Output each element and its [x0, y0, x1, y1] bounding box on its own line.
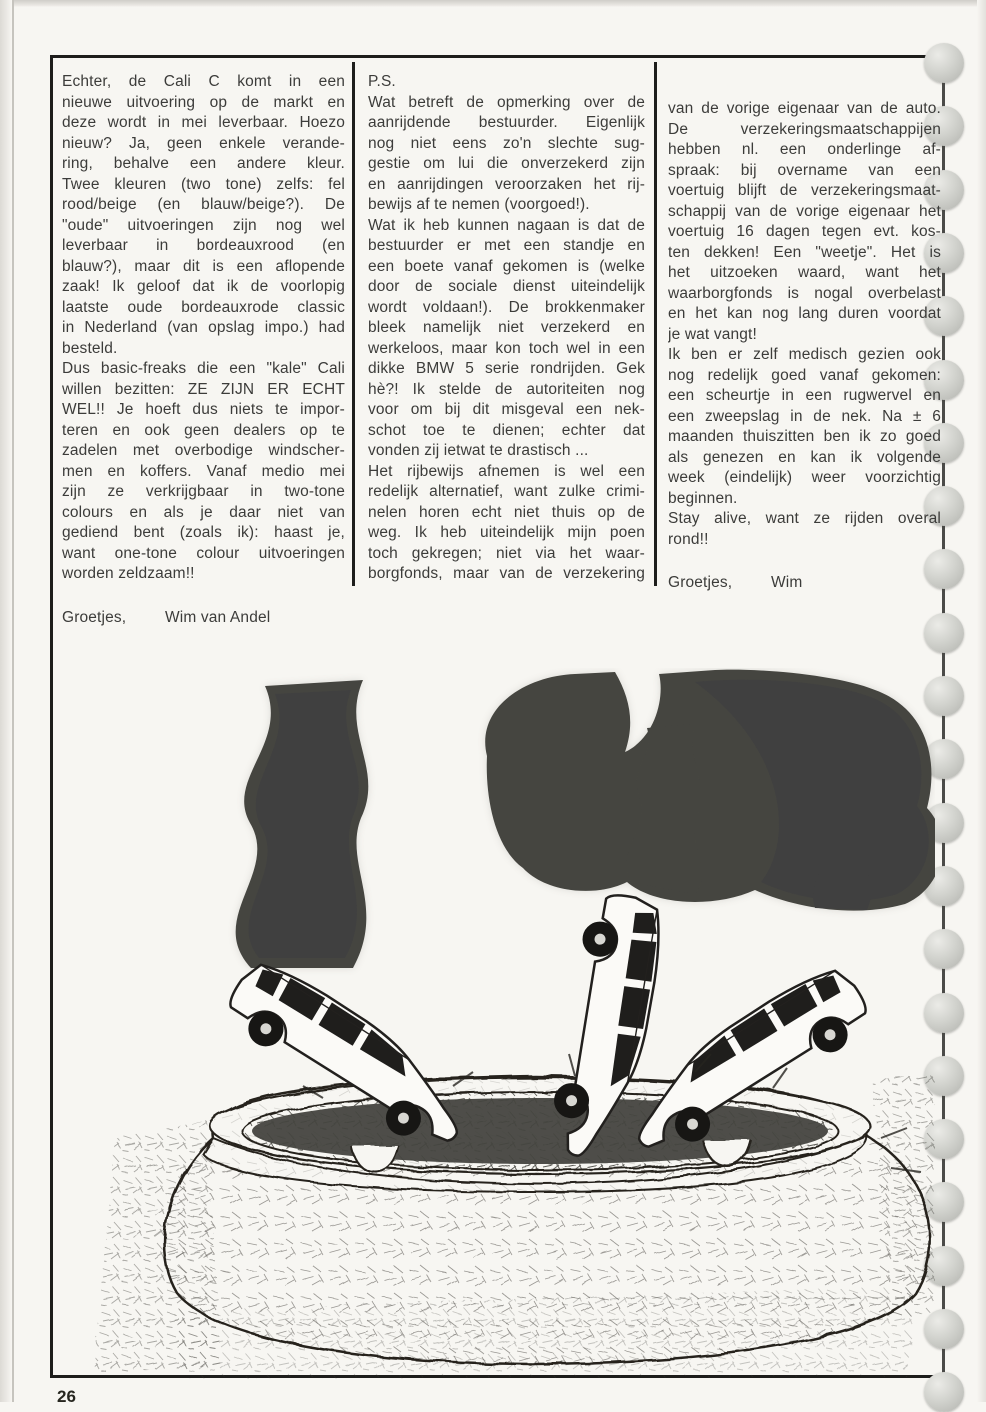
- text-line: redelijk alternatief, want zulke crimi-: [368, 483, 645, 500]
- text-line: week (eindelijk) weer voorzichtig: [668, 469, 941, 486]
- text-line: je wat vangt!: [668, 325, 757, 343]
- text-column-2: [368, 72, 645, 585]
- text-line: worden zeldzaam!!: [62, 565, 195, 582]
- text-line: nieuw? Ja, geen enkele verande-: [62, 134, 345, 152]
- text-line: in Nederland (van opslag impo.) had: [62, 319, 345, 336]
- text-line: weg. Ik heb uiteindelijk mijn poen: [368, 524, 645, 541]
- text-line: ten dekken! Een "weetje". Het is: [668, 243, 941, 261]
- text-line: voor om bij dit misgeval een nek-: [368, 401, 645, 418]
- paper-left-edge: [0, 0, 14, 1402]
- text-line: want one-tone colour uitvoeringen: [62, 544, 345, 562]
- text-line: Wat ik heb kunnen nagaan is dat de: [368, 216, 645, 234]
- text-line: het uitzoeken waard, want het: [668, 264, 941, 281]
- text-line: een zweepslag in de nek. Na ± 6: [668, 407, 941, 425]
- text-line: men en koffers. Vanaf medio mei: [62, 462, 345, 480]
- text-line: hè?! Ik stelde de autoriteiten nog: [368, 380, 645, 398]
- text-line: ring, behalve een andere kleur.: [62, 155, 345, 172]
- text-line: van de vorige eigenaar van de auto.: [668, 100, 941, 117]
- text-line: willen bezitten: ZE ZIJN ER ECHT: [62, 380, 345, 398]
- text-line: Wat betreft de opmerking over de: [368, 93, 645, 111]
- text-line: nog niet eens zo'n slechte sug-: [368, 134, 645, 152]
- text-line: vonden zij ietwat te drastisch ...: [368, 442, 589, 459]
- text-line: Het rijbewijs afnemen is wel een: [368, 462, 645, 480]
- text-line: rond!!: [668, 530, 709, 548]
- binder-hole: [924, 613, 964, 653]
- text-line: bestuurder er met een standje en: [368, 237, 645, 254]
- text-line: voertuig 16 dagen tegen evt. kos-: [668, 223, 941, 240]
- text-line: nog redelijk goed vanaf gekomen:: [668, 366, 941, 384]
- signature: Groetjes, Wim: [668, 574, 803, 591]
- text-line: nieuwe uitvoering op de markt en: [62, 93, 345, 111]
- text-line: Echter, de Cali C komt in een: [62, 73, 345, 90]
- text-line: WEL!! Je hoeft dus niets te impor-: [62, 401, 345, 418]
- text-line: leverbaar in bordeauxrood (en: [62, 237, 345, 254]
- text-line: deze wordt in mei leverbaar. Hoezo: [62, 114, 345, 131]
- text-column-3: [668, 99, 941, 594]
- text-line: en aanrijdingen veroorzaken het rij-: [368, 175, 645, 193]
- text-line: blauw?), maar dit is een aflopende: [62, 257, 345, 275]
- text-line: werkeloos, maar kon toch wel in een: [368, 339, 645, 357]
- text-line: nelen horen echt niet thuis op de: [368, 503, 645, 521]
- text-line: De verzekeringsmaatschappijen: [668, 120, 941, 138]
- text-line: waarborgfonds is nogal overbelast: [668, 284, 941, 302]
- text-line: bleek namelijk niet verzekerd en: [368, 319, 645, 336]
- text-line: gediend bent (zoals ik): haast je,: [62, 524, 345, 541]
- text-line: een scheurtje in een rugwervel en: [668, 387, 941, 404]
- paper-right-edge: [977, 0, 986, 1402]
- text-line: Stay alive, want ze rijden overal: [668, 510, 941, 527]
- text-line: Ik ben er zelf medisch gezien ook: [668, 346, 941, 363]
- text-line: door de sociale dienst uiteindelijk: [368, 278, 645, 295]
- column-separator-2: [654, 62, 657, 586]
- text-line: zaak! Ik geloof dat ik de voorlopig: [62, 278, 345, 295]
- binder-hole: [924, 43, 964, 83]
- text-line: maanden thuiszitten ben ik zo goed: [668, 428, 941, 445]
- text-line: dikke BMW 5 serie rondrijden. Gek: [368, 360, 645, 377]
- text-line: hebben nl. een onderlinge af-: [668, 141, 941, 158]
- text-line: "oude" uitvoeringen zijn nog wel: [62, 216, 345, 234]
- text-line: toch gekregen; niet via het waar-: [368, 544, 645, 562]
- text-line: gestie om lui die onverzekerd zijn: [368, 155, 645, 172]
- page-number: 26: [57, 1387, 76, 1406]
- text-line: beginnen.: [668, 489, 738, 507]
- text-line: rood/beige (en blauw/beige?). De: [62, 196, 345, 213]
- text-line: als genezen en kan ik volgende: [668, 448, 941, 466]
- text-line: besteld.: [62, 339, 118, 357]
- text-line: laatste oude bordeauxrode classic: [62, 298, 345, 316]
- text-line: schappij van de vorige eigenaar het: [668, 202, 941, 220]
- column-separator-1: [352, 62, 355, 586]
- signature: Groetjes, Wim van Andel: [62, 608, 271, 626]
- text-line: spraak: bij overname van een: [668, 161, 941, 179]
- text-line: en het kan nog lang duren voordat: [668, 305, 941, 322]
- text-line: wordt voldaan!). De brokkenmaker: [368, 298, 645, 316]
- text-column-1: [62, 72, 345, 628]
- text-line: teren en ook geen dealers op te: [62, 421, 345, 439]
- text-line: bewijs af te nemen (voorgoed!).: [368, 196, 590, 213]
- text-line: zadelen met overbodige windscher-: [62, 442, 345, 459]
- text-line: borgfonds, maar van de verzekering: [368, 565, 645, 582]
- paper-top-edge: [0, 0, 986, 7]
- text-line: zijn ze verkrijgbaar in two-tone: [62, 483, 345, 500]
- crashed-cars-ashtray-illustration: [55, 668, 935, 1380]
- text-line: een boete vanaf gekomen is (welke: [368, 257, 645, 275]
- text-line: Dus basic-freaks die een "kale" Cali: [62, 360, 345, 377]
- text-line: colours en als je daar niet van: [62, 503, 345, 521]
- text-line: P.S.: [368, 73, 396, 90]
- text-line: aanrijdende bestuurder. Eigenlijk: [368, 114, 645, 131]
- text-line: schot toe te dienen; echter dat: [368, 421, 645, 439]
- text-line: Twee kleuren (two tone) zelfs: fel: [62, 175, 345, 193]
- text-line: voertuig blijft de verzekeringsmaat-: [668, 182, 941, 199]
